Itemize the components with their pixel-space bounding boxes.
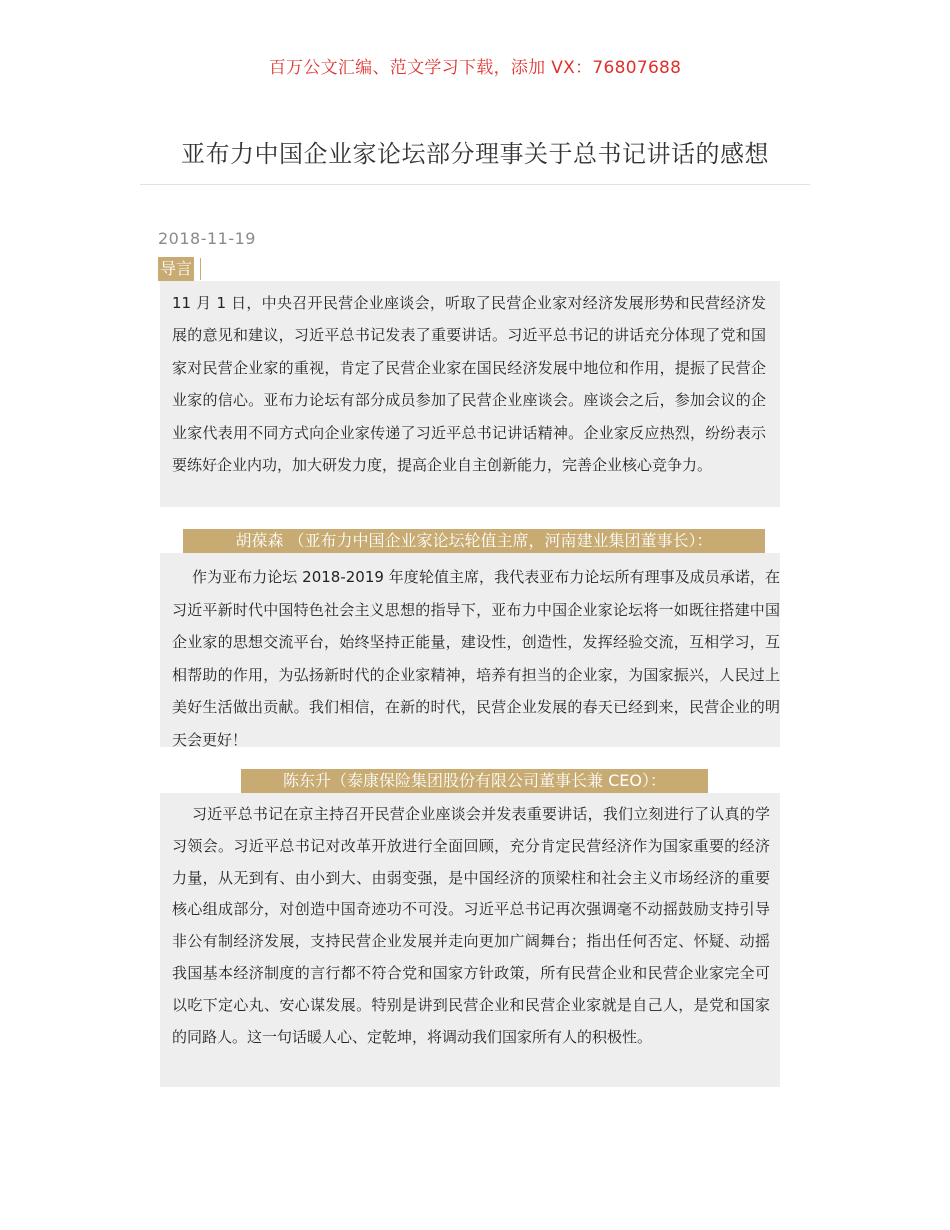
title-divider xyxy=(140,184,810,185)
promo-banner: 百万公文汇编、范文学习下载，添加 VX：76807688 xyxy=(268,58,682,78)
section-body-hu-baosen: 作为亚布力论坛 2018-2019 年度轮值主席，我代表亚布力论坛所有理事及成员承诺，在习近平新时代中国特色社会主义思想的指导下，亚布力中国企业家论坛将一如既往搭建中国企业家的思想交流平台，始终坚持正能量，建设性，创造性，发挥经验交流，互相学习，互相帮助的作用，为弘扬新时代的企业家精神，培养有担当的企业家，为国家振兴，人民过上美好生活做出贡献。我们相信，在新的时代，民营企业发展的春天已经到来，民营企业的明天会更好！ xyxy=(172,568,780,749)
section-heading-chen-dongsheng: 陈东升（泰康保险集团股份有限公司董事长兼 CEO）： xyxy=(241,769,708,793)
intro-tag: 导言 xyxy=(158,257,194,281)
section-heading-hu-baosen: 胡葆森 （亚布力中国企业家论坛轮值主席，河南建业集团董事长）： xyxy=(183,529,765,553)
article-date: 2018-11-19 xyxy=(158,229,256,248)
section-body-chen-dongsheng: 习近平总书记在京主持召开民营企业座谈会并发表重要讲话，我们立刻进行了认真的学习领会。习近平总书记对改革开放进行全面回顾，充分肯定民营经济作为国家重要的经济力量，从无到有、由小到大、由弱变强，是中国经济的顶梁柱和社会主义市场经济的重要核心组成部分，对创造中国奇迹功不可没。习近平总书记再次强调毫不动摇鼓励支持引导非公有制经济发展，支持民营企业发展并走向更加广阔舞台；指出任何否定、怀疑、动摇我国基本经济制度的言行都不符合党和国家方针政策，所有民营企业和民营企业家完全可以吃下定心丸、安心谋发展。特别是讲到民营企业和民营企业家就是自己人，是党和国家的同路人。这一句话暖人心、定乾坤，将调动我们国家所有人的积极性。 xyxy=(172,805,770,1046)
intro-paragraph: 11 月 1 日，中央召开民营企业座谈会，听取了民营企业家对经济发展形势和民营经济发展的意见和建议，习近平总书记发表了重要讲话。习近平总书记的讲话充分体现了党和国家对民营企业家的重视，肯定了民营企业家在国民经济发展中地位和作用，提振了民营企业家的信心。亚布力论坛有部分成员参加了民营企业座谈会。座谈会之后，参加会议的企业家代表用不同方式向企业家传递了习近平总书记讲话精神。企业家反应热烈，纷纷表示要练好企业内功，加大研发力度，提高企业自主创新能力，完善企业核心竞争力。 xyxy=(172,294,766,475)
intro-tag-marker xyxy=(200,258,201,280)
article-title: 亚布力中国企业家论坛部分理事关于总书记讲话的感想 xyxy=(181,140,769,168)
